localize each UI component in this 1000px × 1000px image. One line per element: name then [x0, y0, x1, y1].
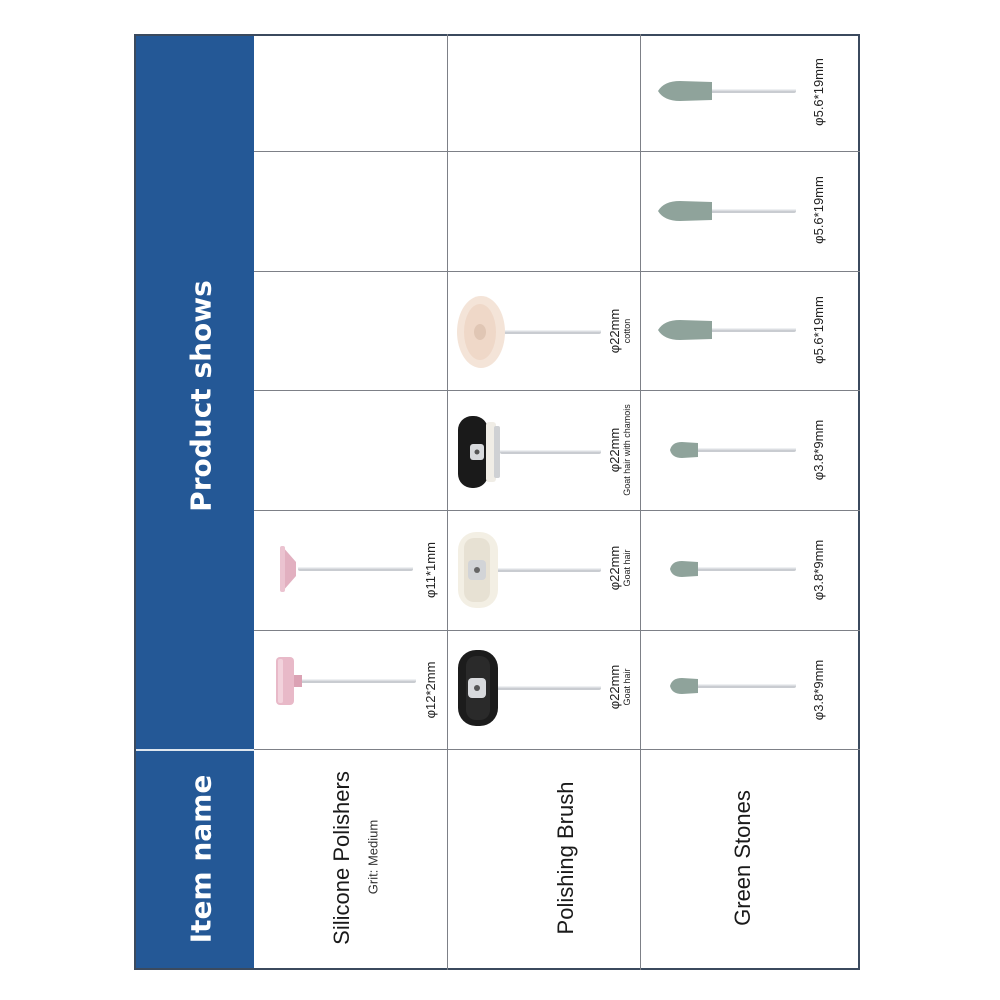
grid-row-line [254, 749, 860, 750]
size-label: φ5.6*19mm [811, 296, 826, 364]
brush-black-goat-hair-image [456, 648, 601, 728]
size-label: φ3.8*9mm [811, 539, 826, 601]
green-stone-small-image [668, 559, 798, 579]
product-shows-header: Product shows [184, 280, 218, 512]
grid-col-line [640, 34, 641, 970]
green-stone-small-image [668, 676, 798, 696]
item-name-header: Item name [184, 774, 218, 944]
size-value: φ22mm [607, 664, 622, 710]
item-name-green-stones: Green Stones [730, 790, 755, 926]
item-sub-silicone: Grit: Medium [365, 819, 381, 895]
size-label: φ3.8*9mm [811, 419, 826, 481]
green-stone-large-image [656, 199, 796, 223]
item-name-brush: Polishing Brush [553, 781, 578, 935]
size-label: φ11*1mm [423, 542, 438, 598]
grid-row-line [254, 510, 860, 511]
grid-col-line [447, 34, 448, 970]
item-name-silicone: Silicone Polishers [329, 771, 354, 945]
silicone-polisher-image [270, 652, 415, 712]
size-label [608, 665, 632, 710]
silicone-polisher-image [278, 540, 413, 600]
size-label [608, 546, 632, 591]
size-value: φ22mm [607, 545, 622, 591]
size-label: φ5.6*19mm [811, 58, 826, 126]
size-value: φ22mm [607, 427, 622, 473]
brush-white-goat-hair-image [456, 530, 601, 610]
size-label: φ3.8*9mm [811, 659, 826, 721]
size-note: Goat hair [622, 668, 632, 706]
size-label: φ12*2mm [423, 661, 438, 719]
size-note: cotton [622, 318, 632, 344]
green-stone-large-image [656, 79, 796, 103]
brush-cotton-image [456, 292, 601, 372]
size-note: Goat hair [622, 549, 632, 587]
size-label [608, 404, 632, 496]
grid-row-line [254, 151, 860, 152]
size-note: Goat hair with chamois [622, 404, 632, 496]
grid-row-line [254, 630, 860, 631]
size-value: φ22mm [607, 308, 622, 354]
size-label [608, 309, 632, 354]
grid-row-line [254, 390, 860, 391]
size-label: φ5.6*19mm [811, 176, 826, 244]
grid-row-line [254, 271, 860, 272]
green-stone-small-image [668, 440, 798, 460]
brush-chamois-image [456, 412, 601, 492]
green-stone-large-image [656, 318, 796, 342]
